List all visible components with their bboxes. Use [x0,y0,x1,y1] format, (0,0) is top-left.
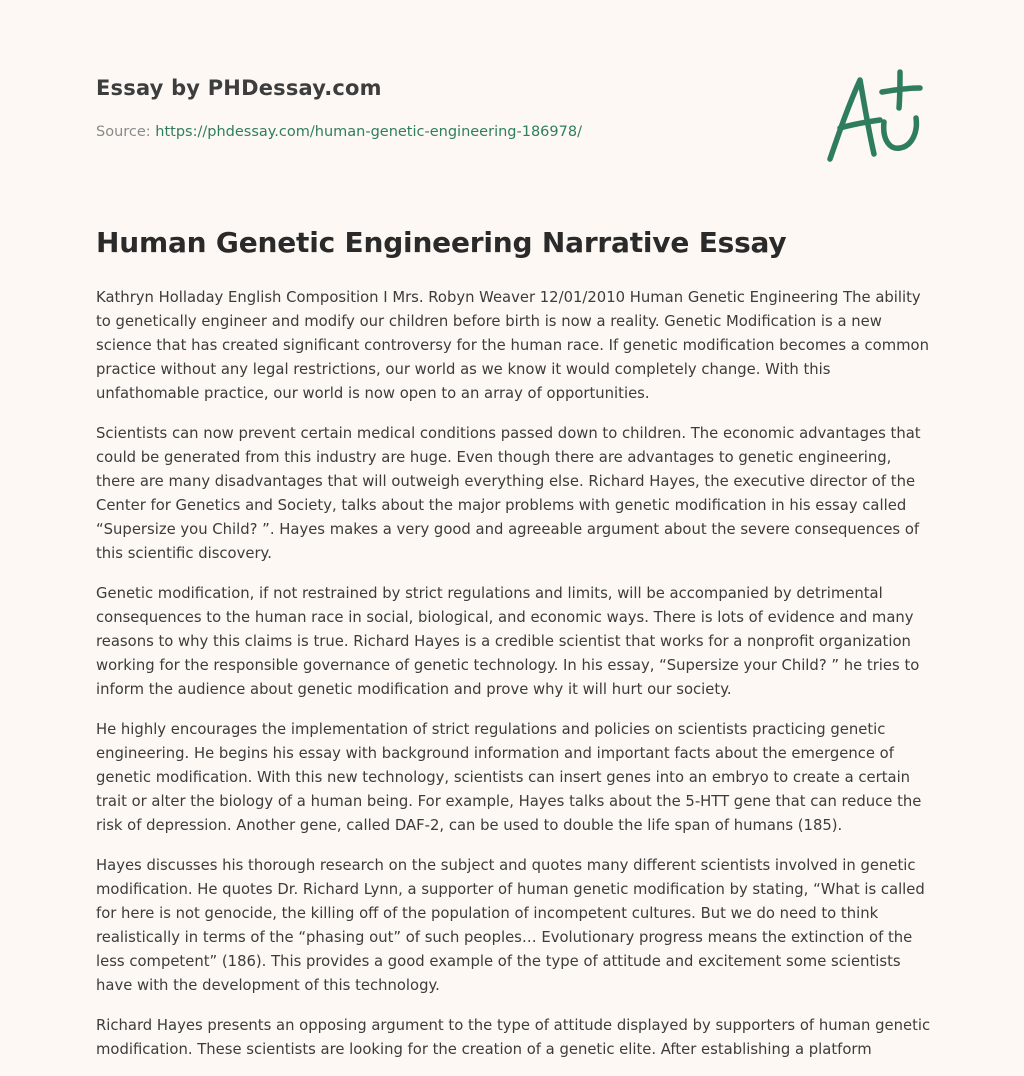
essay-paragraph: He highly encourages the implementation of strict regulations and policies on scientists practicing genetic engineering. He begins his essay with background information and important facts about the emergence of genetic modification. With this new technology, scientists can insert genes into an embryo to create a certain trait or alter the biology of a human being. For example, Hayes talks about the 5-HTT gene that can reduce the risk of depression. Another gene, called DAF-2, can be used to double the life span of humans (185). [96,721,922,834]
essay-paragraph: Richard Hayes presents an opposing argument to the type of attitude displayed by supporters of human genetic modification. These scientists are looking for the creation of a genetic elite. After establishing a platform [96,1017,931,1058]
essay-paragraph: Scientists can now prevent certain medical conditions passed down to children. The economic advantages that could be generated from this industry are huge. Even though there are advantages to genetic engineering, there are many disadvantages that will outweigh everything else. Richard Hayes, the executive director of the Center for Genetics and Society, talks about the major problems with genetic modification in his essay called “Supersize you Child? ”. Hayes makes a very good and agreeable argument about the severe consequences of this scientific discovery. [96,425,921,562]
source-link[interactable]: https://phdessay.com/human-genetic-engineering-186978/ [155,124,582,140]
essay-body [96,286,932,1076]
essay-paragraph: Genetic modification, if not restrained by strict regulations and limits, will be accompanied by detrimental consequences to the human race in social, biological, and economic ways. There is lots of evidence and many reasons to why this claims is true. Richard Hayes is a credible scientist that works for a nonprofit organization working for the responsible governance of genetic technology. In his essay, “Supersize your Child? ” he tries to inform the audience about genetic modification and prove why it will hurt our society. [96,585,920,698]
essay-title: Human Genetic Engineering Narrative Essay [96,226,787,259]
essay-paragraph: Kathryn Holladay English Composition I Mrs. Robyn Weaver 12/01/2010 Human Genetic Engineering The ability to genetically engineer and modify our children before birth is now a reality. Genetic Modification is a new science that has created significant controversy for the human race. If genetic modification becomes a common practice without any legal restrictions, our world as we know it would completely change. With this unfathomable practice, our world is now open to an array of opportunities. [96,289,929,402]
a-plus-logo-icon [820,66,930,166]
essay-paragraph: Hayes discusses his thorough research on the subject and quotes many different scientists involved in genetic modification. He quotes Dr. Richard Lynn, a supporter of human genetic modification by stating, “What is called for here is not genocide, the killing off of the population of incompetent cultures. But we do need to think realistically in terms of the “phasing out” of such peoples… Evolutionary progress means the extinction of the less competent” (186). This provides a good example of the type of attitude and excitement some scientists have with the development of this technology. [96,857,925,994]
source-label: Source: [96,124,156,140]
source-line [96,124,582,140]
site-brand[interactable]: Essay by PHDessay.com [96,76,382,100]
